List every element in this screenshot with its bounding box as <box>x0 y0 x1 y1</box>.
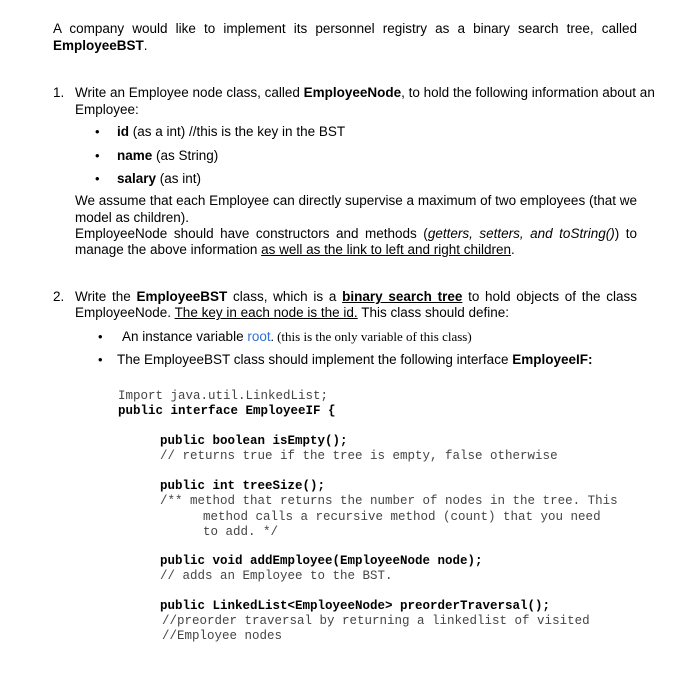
intro-line-1 <box>53 21 637 36</box>
code-preorder-signature: public LinkedList<EmployeeNode> preorderTraversal(); <box>160 599 551 613</box>
bullet-icon: • <box>95 171 100 186</box>
code-addemployee-signature: public void addEmployee(EmployeeNode node); <box>160 554 483 568</box>
code-treesize-comment-1: /** method that returns the number of nodes in the tree. This <box>160 494 618 508</box>
code-treesize-comment-2: method calls a recursive method (count) that you need <box>203 510 601 524</box>
q2-line-1: Write the EmployeeBST class, which is a binary search tree to hold objects of the class <box>75 289 637 304</box>
q2-bullet-root: An instance variable root. (this is the only variable of this class) <box>122 329 472 344</box>
q1-line-2: Employee: <box>75 102 139 117</box>
intro-text: A company would like to implement its personnel registry as a binary search tree, called <box>53 21 637 36</box>
q1-line-1: Write an Employee node class, called EmployeeNode, to hold the following information about an <box>75 85 655 100</box>
assume-line-1: We assume that each Employee can directly supervise a maximum of two employees (that we <box>75 193 637 208</box>
methods-line-2: manage the above information as well as the link to left and right children. <box>75 242 515 257</box>
field-item-id: id (as a int) //this is the key in the BST <box>117 124 346 139</box>
q2-number: 2. <box>53 289 65 304</box>
q2-line-2: EmployeeNode. The key in each node is the id. This class should define: <box>75 305 510 320</box>
root-variable: root <box>247 329 271 344</box>
binary-search-tree-term: binary search tree <box>342 289 463 304</box>
code-treesize-signature: public int treeSize(); <box>160 479 326 493</box>
methods-line-1: EmployeeNode should have constructors and methods (getters, setters, and toString()) to <box>75 226 637 241</box>
bullet-icon: • <box>95 124 100 139</box>
code-import-line: Import java.util.LinkedList; <box>118 389 329 403</box>
q1-number: 1. <box>53 85 65 100</box>
code-preorder-comment-1: //preorder traversal by returning a linkedlist of visited <box>162 614 590 628</box>
bullet-icon: • <box>95 148 100 163</box>
code-treesize-comment-3: to add. */ <box>203 525 279 539</box>
class-name-employeebst: EmployeeBST <box>53 38 144 53</box>
assume-line-2: model as children). <box>75 210 190 225</box>
code-preorder-comment-2: //Employee nodes <box>162 629 283 643</box>
code-isempty-signature: public boolean isEmpty(); <box>160 434 348 448</box>
code-addemployee-comment: // adds an Employee to the BST. <box>160 569 393 583</box>
code-isempty-comment: // returns true if the tree is empty, false otherwise <box>160 449 558 463</box>
bullet-icon: • <box>98 329 103 344</box>
intro-line-2: EmployeeBST. <box>53 38 148 53</box>
bullet-icon: • <box>98 352 103 367</box>
q2-bullet-interface: The EmployeeBST class should implement the following interface EmployeeIF: <box>117 352 593 367</box>
code-interface-line: public interface EmployeeIF { <box>118 404 336 418</box>
field-item-salary: salary (as int) <box>117 171 202 186</box>
field-item-name: name (as String) <box>117 148 219 163</box>
class-name-employeenode: EmployeeNode <box>303 85 402 100</box>
